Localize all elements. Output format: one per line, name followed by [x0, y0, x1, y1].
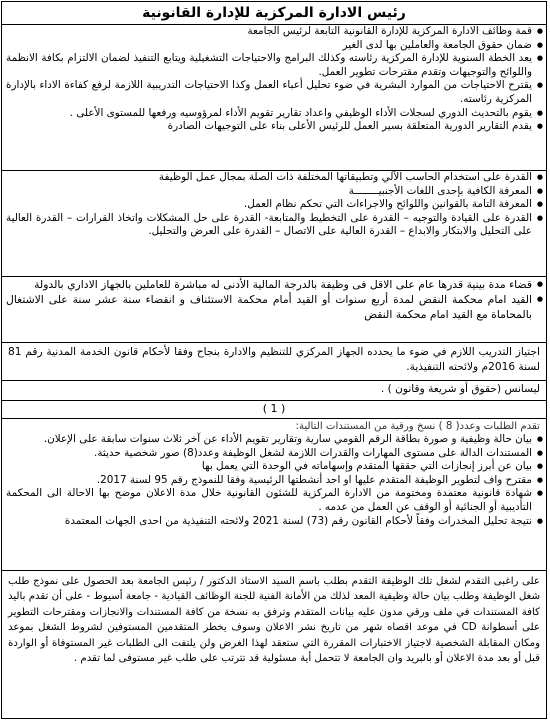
documents-section — [2, 419, 546, 571]
list-item: ● بيان حالة وظيفية و صورة بطاقة الرقم القومي سارية وتقارير تقويم الأداء عن آخر ثلاث سنوات سابقة على الإعلان. — [6, 433, 532, 447]
list-item: ● يقترح الاحتياجات من الموارد البشرية في ضوء تحليل أعباء العمل وكذا الاحتياجات التدريبية اللازمة لرفع كفاءة الاداء بالإدارة المركزية رئاسته. — [6, 79, 532, 106]
list-item: ● يقدم التقارير الدورية المتعلقة بسير العمل للرئيس الأعلى بناء على التوجيهات الصادرة — [6, 120, 532, 134]
job-description-table — [1, 1, 547, 719]
skills-list — [2, 171, 546, 239]
list-item: ● قضاء مدة بينية قدرها عام على الاقل فى وظيفة بالدرجة المالية الأدنى له مباشرة للعاملين بالجهاز الاداري بالدولة — [6, 277, 532, 292]
training-requirement: اجتياز التدريب اللازم في ضوء ما يحدده الجهاز المركزي للتنظيم والادارة بنجاح وفقا لأحكام قانون الخدمة المدنية رقم 81 لسنة 2016م ولائحته التنفيذية. — [2, 343, 546, 381]
list-item: ● القدرة على استخدام الحاسب الآلي وتطبيقاتها المختلفة ذات الصلة بمجال عمل الوظيفة — [6, 171, 532, 185]
list-item: ● نتيجة تحليل المخدرات وفقاً لأحكام القانون رقم (73) لسنة 2021 ولائحته التنفيذية من احدى الجهات المعتمدة — [6, 515, 532, 529]
list-item: ● بيان عن أبرز إنجازات التي حققها المتقدم وإسهاماته في الوحدة التي يعمل بها — [6, 460, 532, 474]
duties-section — [2, 25, 546, 171]
list-item: ● القدرة على القيادة والتوجيه – القدرة على التخطيط والمتابعة- القدرة على حل المشكلات واتخاذ القرارات – القدرة العالية على التحليل والابتكار والابداع – القدرة العالية على الاتصال – القدرة على العرض والتحليل. — [6, 212, 532, 239]
list-item: ● قمة وظائف الادارة المركزية للإدارة القانونية التابعة لرئيس الجامعة — [6, 25, 532, 39]
skills-section — [2, 171, 546, 277]
conditions-list — [2, 277, 546, 322]
conditions-section — [2, 277, 546, 343]
list-item: ● المعرفة الكافية بإحدى اللغات الأجنبيــــــــة — [6, 185, 532, 199]
list-item: ● المستندات الدالة على مستوى المهارات والقدرات اللازمة لشغل الوظيفة وعدد(8) صور شخصية حديثة. — [6, 447, 532, 461]
list-item: ● ضمان حقوق الجامعة والعاملين بها لدى الغير — [6, 39, 532, 53]
duties-list — [2, 25, 546, 134]
documents-list — [2, 433, 546, 528]
list-item: ● يقوم بالتحديث الدوري لسجلات الأداء الوظيفي واعداد تقارير تقويم الأداء لمرؤوسيه ورفعها للمستوى الأعلى . — [6, 107, 532, 121]
list-item: ● المعرفة التامة بالقوانين واللوائح والاجراءات التي تحكم نظام العمل. — [6, 198, 532, 212]
list-item: ● شهادة قانونية معتمدة ومختومة من الادارة المركزية للشئون القانونية خلال مدة الاعلان موضح بها الاحالة الى المحكمة التأديبية أو الجنائية أو الوقف عن العمل من عدمه . — [6, 487, 532, 514]
page-title: رئيس الادارة المركزية للإدارة القانونية — [2, 2, 546, 25]
list-item: ● مقترح واف لتطوير الوظيفة المتقدم عليها او احد أنشطتها الرئيسية وفقا للنموذج رقم 95 لسنة 2017. — [6, 474, 532, 488]
application-instructions: على راغبى التقدم لشغل تلك الوظيفة التقدم بطلب باسم السيد الاستاذ الدكتور / رئيس الجامعة بعد الحصول على نموذج طلب شغل الوظيفة وطلب بيان حالة وظيفية المعد لذلك من الأمانة الفنية للجنة الوظائف القيادية - جامعة أسيوط - على أن تقدم باليد كافة المستندات في ملف ورقي مدون عليه بيانات المتقدم وترفق به نسخة من كافة المستندات والانجازات ومقترحات التطوير على أسطوانة CD في موعد اقصاه شهر من تاريخ نشر الاعلان وسوف يخطر المتقدمين المستوفين لشروط الشغل بموعد ومكان المقابلة الشخصية لاجتياز الاختبارات المقررة التي ستعقد لهذا الغرض ولن يلتفت الى الطلبات غير المستوفاة أو الواردة قبل أو بعد مدة الاعلان أو بالبريد وان الجامعة لا تتحمل أية مسئولية قد تترتب على طلب غير مستوفى لما تقدم . — [8, 576, 540, 665]
documents-intro: تقدم الطلبات وعدد( 8 ) نسخ ورقية من المستندات التالية: — [295, 421, 540, 432]
list-item: ● القيد امام محكمة النقض لمدة أربع سنوات أو القيد أمام محكمة الاستئناف و انقضاء سنة عشر سنة على الاشتغال بالمحاماة مع القيد امام محكمة النقض — [6, 292, 532, 322]
qualification: ليسانس (حقوق أو شريعة وقانون ) . — [2, 381, 546, 401]
vacancies-count: ( 1 ) — [2, 401, 546, 419]
list-item: ● يعد الخطة السنوية للإدارة المركزية رئاسته وكذلك البرامج والاحتياجات التشغيلية ويتابع التنفيذ لضمان الالتزام بكافة الانظمة واللوائح والتوجيهات وتقدم مقترحات تطوير العمل. — [6, 52, 532, 79]
